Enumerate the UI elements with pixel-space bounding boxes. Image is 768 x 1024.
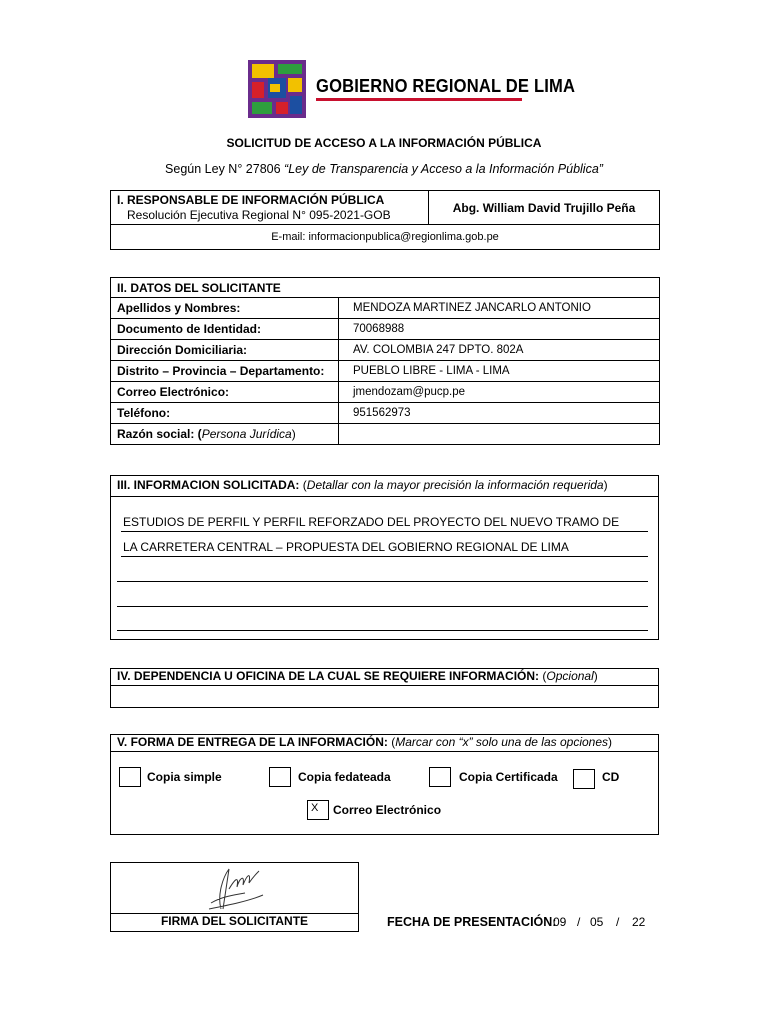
date-label: FECHA DE PRESENTACIÓN: xyxy=(387,915,557,929)
applicant-label: Razón social: (Persona Jurídica) xyxy=(111,424,339,445)
section-responsible xyxy=(110,190,660,250)
office-field[interactable] xyxy=(117,689,652,705)
date-separator: / xyxy=(577,915,581,929)
org-name: GOBIERNO REGIONAL DE LIMA xyxy=(316,76,576,96)
cd-label: CD xyxy=(602,770,620,784)
underline xyxy=(121,556,648,557)
applicant-heading: II. DATOS DEL SOLICITANTE xyxy=(111,278,660,298)
signature-label: FIRMA DEL SOLICITANTE xyxy=(160,914,309,928)
applicant-label: Apellidos y Nombres: xyxy=(111,298,339,319)
address-field[interactable]: AV. COLOMBIA 247 DPTO. 802A xyxy=(339,340,660,361)
section-office xyxy=(110,668,659,708)
date-separator: / xyxy=(616,915,620,929)
date-day[interactable]: 09 xyxy=(553,915,567,929)
business-name-field[interactable] xyxy=(339,424,660,445)
resolution-text: Resolución Ejecutiva Regional N° 095-2021-GOB xyxy=(127,208,391,222)
underline xyxy=(117,581,648,582)
section-applicant xyxy=(110,277,660,445)
copia-fedateada-checkbox[interactable] xyxy=(269,767,291,787)
phone-field[interactable]: 951562973 xyxy=(339,403,660,424)
regional-logo-icon xyxy=(248,60,306,118)
section-requested-info xyxy=(110,475,659,640)
cd-checkbox[interactable] xyxy=(573,769,595,789)
applicant-label: Teléfono: xyxy=(111,403,339,424)
section-delivery xyxy=(110,734,659,835)
date-month[interactable]: 05 xyxy=(590,915,604,929)
copia-simple-label: Copia simple xyxy=(147,770,222,784)
form-title: SOLICITUD DE ACCESO A LA INFORMACIÓN PÚBLICA xyxy=(226,136,542,150)
copia-certificada-checkbox[interactable] xyxy=(429,767,451,787)
underline xyxy=(117,606,648,607)
applicant-label: Dirección Domiciliaria: xyxy=(111,340,339,361)
requested-info-line[interactable]: LA CARRETERA CENTRAL – PROPUESTA DEL GOBIERNO REGIONAL DE LIMA xyxy=(123,540,569,554)
date-year[interactable]: 22 xyxy=(632,915,646,929)
copia-fedateada-label: Copia fedateada xyxy=(298,770,391,784)
correo-electronico-checkbox[interactable]: X xyxy=(307,800,329,820)
org-underline xyxy=(316,98,522,101)
requested-info-line[interactable]: ESTUDIOS DE PERFIL Y PERFIL REFORZADO DEL PROYECTO DEL NUEVO TRAMO DE xyxy=(123,515,620,529)
underline xyxy=(121,531,648,532)
copia-simple-checkbox[interactable] xyxy=(119,767,141,787)
signature-icon xyxy=(199,865,269,913)
responsible-email: E-mail: informacionpublica@regionlima.gob.pe xyxy=(111,225,660,250)
responsible-heading-cell xyxy=(111,191,429,225)
delivery-heading: V. FORMA DE ENTREGA DE LA INFORMACIÓN: (Marcar con “x” solo una de las opciones) xyxy=(111,735,658,752)
applicant-name-field[interactable]: MENDOZA MARTINEZ JANCARLO ANTONIO xyxy=(339,298,660,319)
applicant-label: Correo Electrónico: xyxy=(111,382,339,403)
signature-box xyxy=(110,862,359,932)
correo-electronico-label: Correo Electrónico xyxy=(333,803,442,817)
office-heading: IV. DEPENDENCIA U OFICINA DE LA CUAL SE REQUIERE INFORMACIÓN: (Opcional) xyxy=(111,669,658,686)
underline xyxy=(117,630,648,631)
requested-info-heading: III. INFORMACION SOLICITADA: (Detallar con la mayor precisión la información requerida) xyxy=(111,476,658,497)
district-field[interactable]: PUEBLO LIBRE - LIMA - LIMA xyxy=(339,361,660,382)
applicant-label: Distrito – Provincia – Departamento: xyxy=(111,361,339,382)
responsible-heading: I. RESPONSABLE DE INFORMACIÓN PÚBLICA xyxy=(117,193,385,207)
copia-certificada-label: Copia Certificada xyxy=(459,770,558,784)
responsible-name: Abg. William David Trujillo Peña xyxy=(429,191,660,225)
form-subtitle: Según Ley N° 27806 “Ley de Transparencia y Acceso a la Información Pública” xyxy=(165,162,603,176)
email-field[interactable]: jmendozam@pucp.pe xyxy=(339,382,660,403)
id-document-field[interactable]: 70068988 xyxy=(339,319,660,340)
applicant-label: Documento de Identidad: xyxy=(111,319,339,340)
